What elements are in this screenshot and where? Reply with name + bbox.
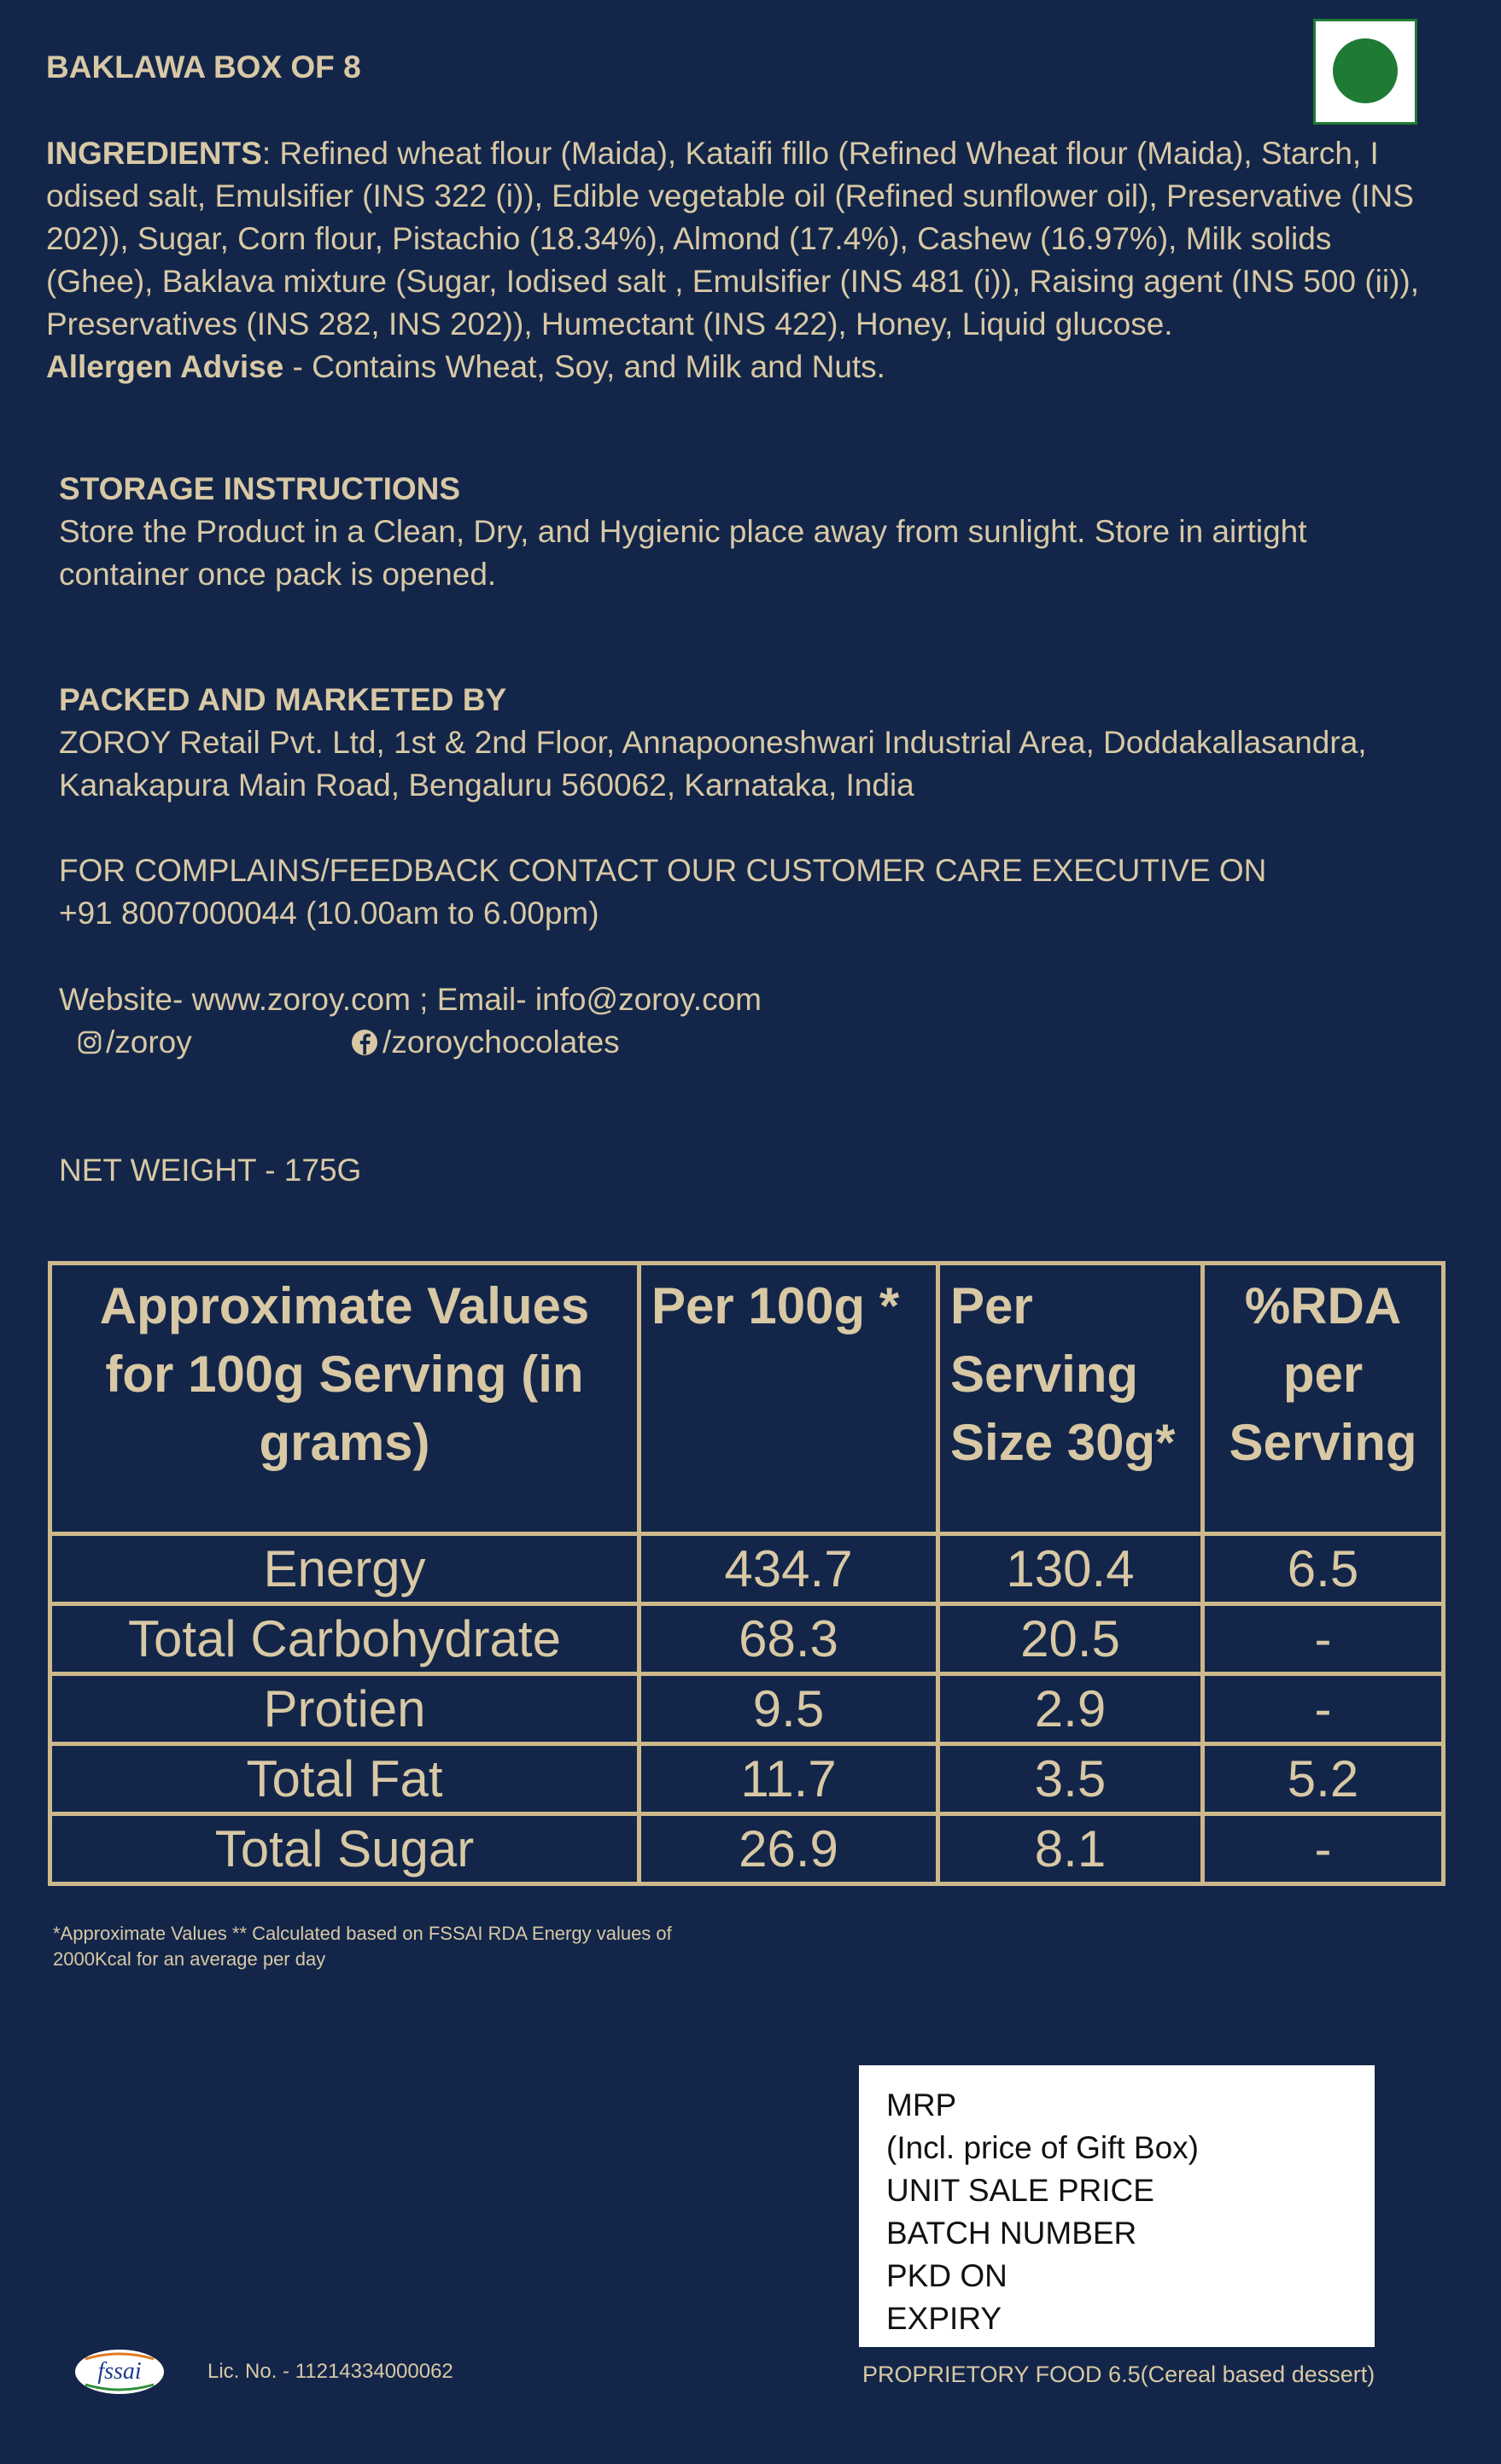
net-weight: NET WEIGHT - 175G [59,1153,362,1188]
storage-text: Store the Product in a Clean, Dry, and Hygienic place away from sunlight. Store in airtight container once pack is opened. [59,514,1307,592]
social-links [77,1021,760,1064]
complaint-contact [59,850,1425,935]
facebook-handle: /zoroychocolates [383,1025,620,1060]
table-row [50,1814,1444,1884]
header-approx-values: Approximate Values for 100g Serving (in grams) [50,1264,640,1534]
fssai-license: Lic. No. - 11214334000062 [207,2360,453,2383]
complaint-line-1: FOR COMPLAINS/FEEDBACK CONTACT OUR CUSTOMER CARE EXECUTIVE ON [59,853,1267,888]
mrp-line: (Incl. price of Gift Box) [886,2130,1199,2165]
table-row [50,1744,1444,1814]
per-serving-value: 2.9 [938,1674,1203,1744]
footnote: *Approximate Values ** Calculated based on FSSAI RDA Energy values of 2000Kcal for an average per day [53,1923,672,1970]
table-row [50,1604,1444,1674]
packed-address: ZOROY Retail Pvt. Ltd, 1st & 2nd Floor, Annapooneshwari Industrial Area, Doddakallasandra, Kanakapura Main Road, Bengaluru 560062, Karnataka, India [59,725,1367,803]
facebook-icon [350,1028,379,1057]
mrp-box [859,2065,1375,2347]
table-row [50,1674,1444,1744]
mrp-line: MRP [886,2087,957,2122]
ingredients-block [46,132,1446,346]
storage-heading: STORAGE INSTRUCTIONS [59,471,461,506]
nutrient-name: Total Fat [50,1744,640,1814]
ingredients-label: INGREDIENTS [46,136,262,171]
per-100g-value: 68.3 [640,1604,938,1674]
per-serving-value: 20.5 [938,1604,1203,1674]
table-row [50,1534,1444,1604]
website-email: Website- www.zoroy.com ; Email- info@zoroy.com [59,982,762,1017]
header-per-100g: Per 100g * [640,1264,938,1534]
per-100g-value: 434.7 [640,1534,938,1604]
nutrition-table [48,1261,1446,1886]
rda-value: 6.5 [1203,1534,1444,1604]
nutrient-name: Protien [50,1674,640,1744]
instagram-icon [77,1030,102,1055]
product-title: BAKLAWA BOX OF 8 [46,50,361,85]
per-serving-value: 8.1 [938,1814,1203,1884]
rda-value: - [1203,1674,1444,1744]
veg-dot [1333,38,1398,103]
allergen-block [46,346,1446,388]
instagram-handle: /zoroy [106,1025,192,1060]
nutrient-name: Energy [50,1534,640,1604]
fssai-logo [73,2347,166,2397]
complaint-line-2: +91 8007000044 (10.00am to 6.00pm) [59,896,599,931]
per-100g-value: 11.7 [640,1744,938,1814]
instagram-link[interactable] [77,1021,192,1064]
mrp-line: PKD ON [886,2258,1007,2293]
nutrient-name: Total Sugar [50,1814,640,1884]
veg-symbol-icon [1313,19,1417,125]
allergen-label: Allergen Advise [46,349,284,384]
allergen-text: - Contains Wheat, Soy, and Milk and Nuts. [283,349,885,384]
ingredients-text: : Refined wheat flour (Maida), Kataifi fillo (Refined Wheat flour (Maida), Starch, I odised salt, Emulsifier (INS 322 (i)), Edible vegetable oil (Refined sunflower oil), Preservative (INS 202)), Sugar, Corn flour, Pistachio (18.34%), Almond (17.4%), Cashew (16.97%), Milk solids (Ghee), Baklava mixture (Sugar, Iodised salt , Emulsifier (INS 481 (i)), Raising agent (INS 500 (ii)), Preservatives (INS 282, INS 202)), Humectant (INS 422), Honey, Liquid glucose. [46,136,1420,342]
food-category: PROPRIETORY FOOD 6.5(Cereal based dessert) [862,2362,1375,2387]
mrp-line: UNIT SALE PRICE [886,2173,1154,2208]
packed-heading: PACKED AND MARKETED BY [59,682,507,717]
rda-value: - [1203,1604,1444,1674]
mrp-line: EXPIRY [886,2301,1002,2336]
header-per-serving: Per Serving Size 30g* [938,1264,1203,1534]
per-100g-value: 26.9 [640,1814,938,1884]
nutrition-header-row [50,1264,1444,1534]
per-100g-value: 9.5 [640,1674,938,1744]
fssai-logo-text: fssai [97,2358,142,2385]
per-serving-value: 3.5 [938,1744,1203,1814]
rda-value: - [1203,1814,1444,1884]
facebook-link[interactable] [350,1021,620,1064]
rda-value: 5.2 [1203,1744,1444,1814]
header-rda: %RDA per Serving [1203,1264,1444,1534]
nutrient-name: Total Carbohydrate [50,1604,640,1674]
per-serving-value: 130.4 [938,1534,1203,1604]
fssai-logo-icon [73,2347,166,2397]
mrp-line: BATCH NUMBER [886,2216,1137,2251]
